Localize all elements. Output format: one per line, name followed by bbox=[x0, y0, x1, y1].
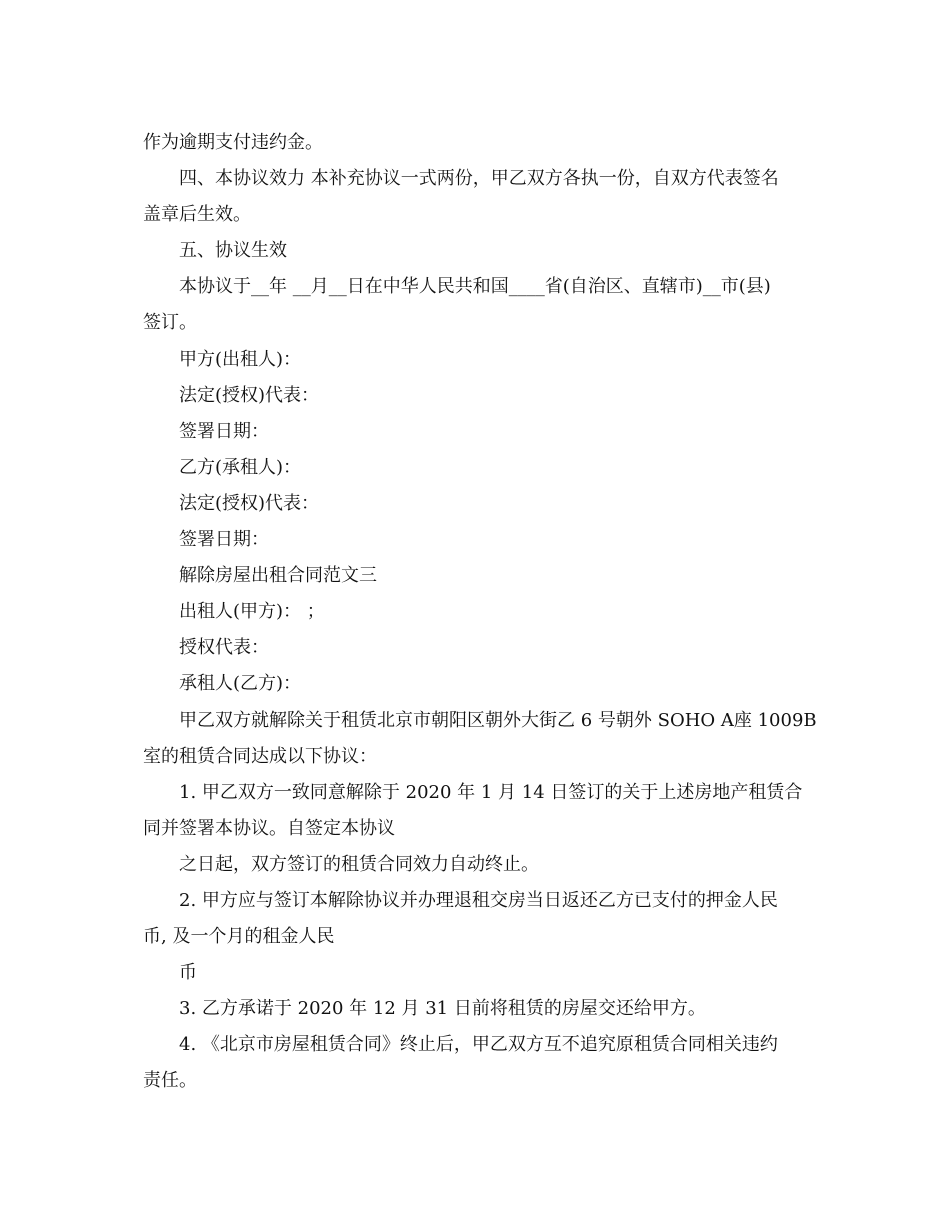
party-b-sign-date-label: 签署日期： bbox=[179, 529, 269, 551]
section-title: 解除房屋出租合同范文三 bbox=[179, 565, 377, 587]
clause-three: 3. 乙方承诺于 2020 年 12 月 31 日前将租赁的房屋交还给甲方。 bbox=[179, 998, 706, 1020]
document-body bbox=[143, 125, 817, 1100]
text-line: 签订。 bbox=[143, 312, 197, 334]
text-line: 甲乙双方就解除关于租赁北京市朝阳区朝外大街乙 6 号朝外 SOHO A座 1009B bbox=[179, 709, 817, 731]
text-line: 币, 及一个月的租金人民 bbox=[143, 926, 335, 948]
clause-four: 4. 《北京市房屋租赁合同》终止后，甲乙双方互不追究原租赁合同相关违约 bbox=[179, 1034, 778, 1056]
party-a-sign-date-label: 签署日期： bbox=[179, 420, 269, 442]
lessee-label: 承租人(乙方)： bbox=[179, 673, 302, 695]
text-line: 责任。 bbox=[143, 1070, 197, 1092]
party-a-label: 甲方(出租人)： bbox=[179, 348, 302, 370]
text-line: 币 bbox=[179, 962, 197, 984]
party-b-label: 乙方(承租人)： bbox=[179, 456, 302, 478]
text-line: 之日起，双方签订的租赁合同效力自动终止。 bbox=[179, 853, 539, 875]
party-a-representative-label: 法定(授权)代表： bbox=[179, 384, 320, 406]
text-line: 同并签署本协议。自签定本协议 bbox=[143, 817, 395, 839]
section-four-heading: 四、本协议效力 本补充协议一式两份，甲乙双方各执一份，自双方代表签名 bbox=[179, 168, 779, 190]
text-line: 室的租赁合同达成以下协议： bbox=[143, 745, 377, 767]
text-line: 盖章后生效。 bbox=[143, 204, 251, 226]
clause-two: 2. 甲方应与签订本解除协议并办理退租交房当日返还乙方已支付的押金人民 bbox=[179, 889, 778, 911]
section-five-heading: 五、协议生效 bbox=[179, 240, 287, 262]
text-line: 作为逾期支付违约金。 bbox=[143, 132, 323, 153]
party-b-representative-label: 法定(授权)代表： bbox=[179, 492, 320, 514]
text-line: 本协议于__年 __月__日在中华人民共和国____省(自治区、直辖市)__市(县) bbox=[179, 276, 771, 298]
clause-one: 1. 甲乙双方一致同意解除于 2020 年 1 月 14 日签订的关于上述房地产租赁合 bbox=[179, 781, 803, 803]
authorized-representative-label: 授权代表： bbox=[179, 637, 269, 659]
lessor-label: 出租人(甲方)： ； bbox=[179, 601, 325, 623]
